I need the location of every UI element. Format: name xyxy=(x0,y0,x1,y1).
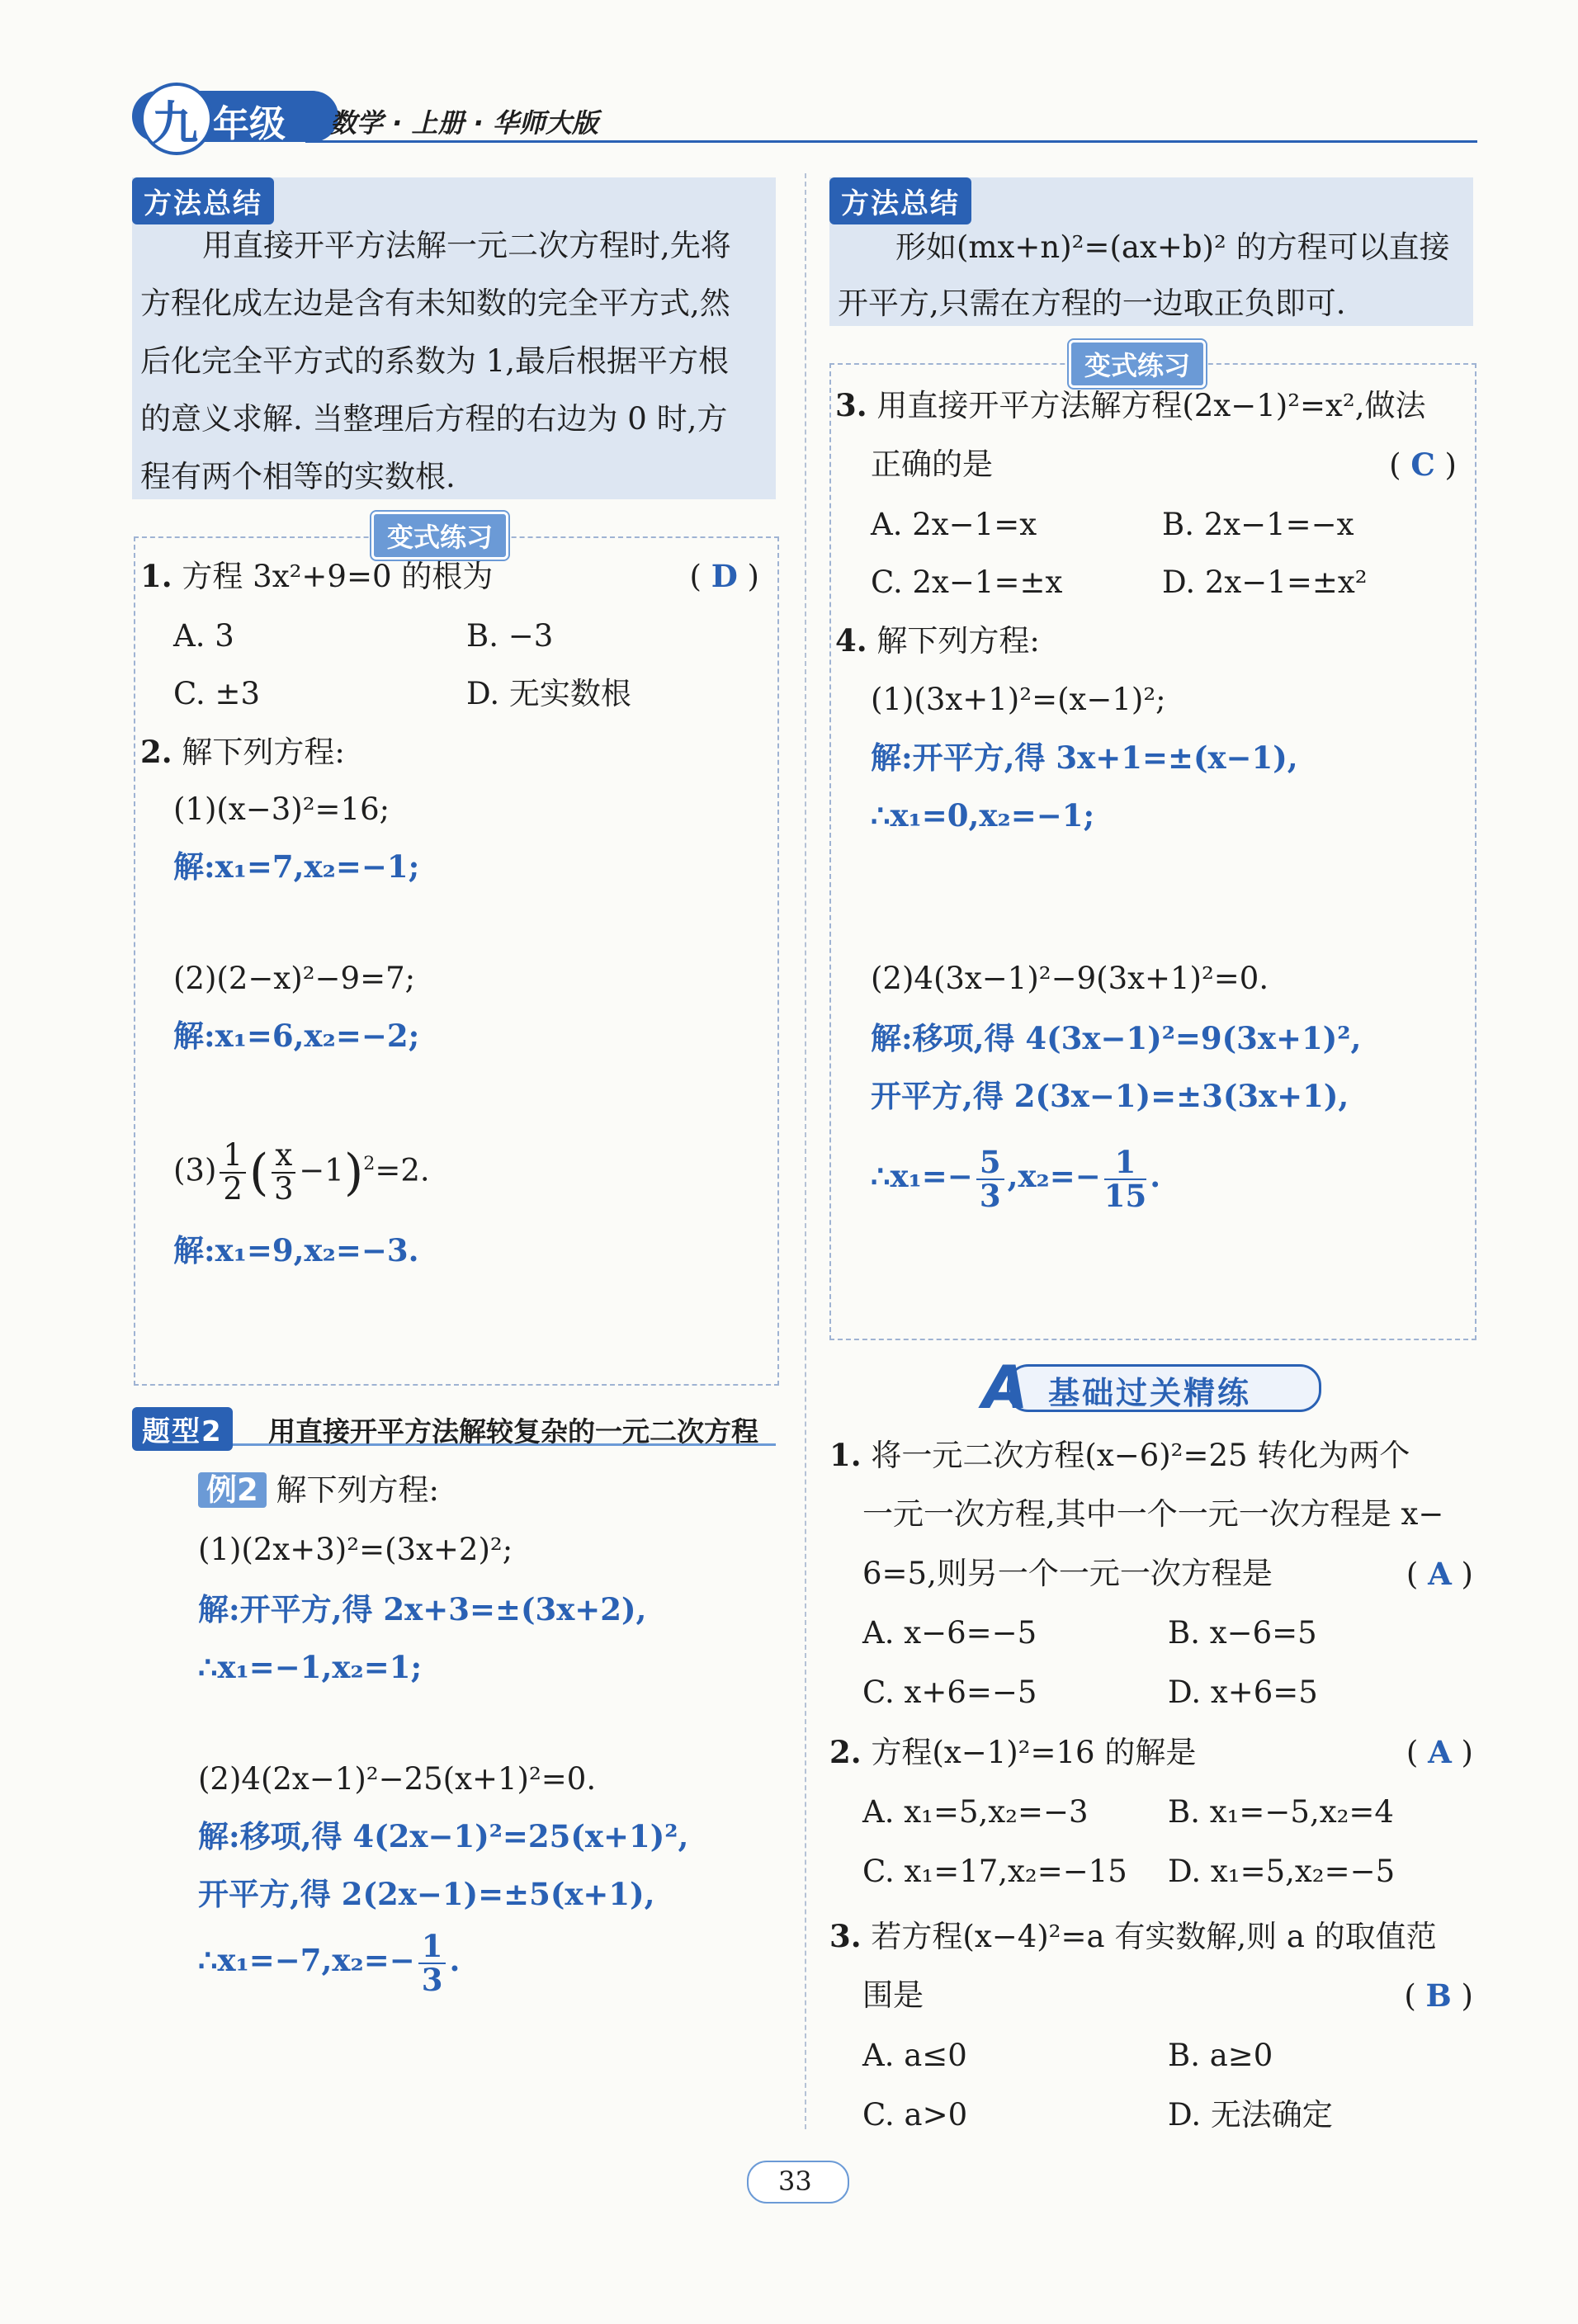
basic-question-2: 2. 方程(x−1)²=16 的解是 ( A ) xyxy=(829,1722,1473,1783)
question-number: 1. xyxy=(140,558,172,594)
grade-char: 九 xyxy=(152,97,198,151)
option-d: D. 2x−1=±x² xyxy=(1162,564,1368,600)
basic-question-1-line3: 6=5,则另一个一元一次方程是 ( A ) xyxy=(862,1544,1473,1604)
option-b: B. a≥0 xyxy=(1168,2038,1273,2073)
question-2 xyxy=(140,722,345,782)
question-number: 1. xyxy=(829,1437,862,1473)
fraction-half: $\frac{1}{2}$ xyxy=(220,1140,246,1206)
answer-4-2-line1: 解:移项,得 4(3x−1)²=9(3x+1)², xyxy=(871,1020,1362,1056)
option-a: A. a≤0 xyxy=(862,2038,967,2073)
method-line: 形如(mx+n)²=(ax+b)² 的方程可以直接 xyxy=(895,229,1450,265)
answer-2-3: 解:x₁=9,x₂=−3. xyxy=(173,1232,419,1268)
fraction-one-fifteenth: $\frac{1}{15}$ xyxy=(1103,1143,1147,1214)
option-d: D. 无实数根 xyxy=(466,676,631,711)
type-2-banner xyxy=(132,1407,784,1448)
type-2-title: 用直接开平方法解较复杂的一元二次方程 xyxy=(268,1415,758,1448)
section-a-title: 基础过关精练 xyxy=(1048,1375,1252,1411)
problem-2-3: (3) $\frac{1}{2}$ ( $\frac{x}{3}$ −1)$^2$=2. xyxy=(173,1136,430,1207)
option-a: A. x−6=−5 xyxy=(862,1615,1037,1651)
question-number: 4. xyxy=(835,622,867,659)
option-d: D. x₁=5,x₂=−5 xyxy=(1168,1854,1396,1889)
option-c: C. 2x−1=±x xyxy=(871,564,1063,600)
example-answer-2-line3: ∴x₁=−7,x₂=− $\frac{1}{3}$ . xyxy=(198,1927,461,1998)
method-line: 程有两个相等的实数根. xyxy=(140,459,456,494)
example-answer-1-line1: 解:开平方,得 2x+3=±(3x+2), xyxy=(198,1591,647,1627)
method-line: 方程化成左边是含有未知数的完全平方式,然 xyxy=(140,286,730,321)
method-summary-left xyxy=(132,177,776,499)
option-b: B. x₁=−5,x₂=4 xyxy=(1168,1794,1394,1830)
option-c: C. x+6=−5 xyxy=(862,1675,1037,1710)
answer-2-2: 解:x₁=6,x₂=−2; xyxy=(173,1018,420,1054)
option-c: C. ±3 xyxy=(173,676,261,711)
question-stem: 用直接开平方法解方程(2x−1)²=x²,做法 xyxy=(876,388,1426,423)
variation-tag: 变式练习 xyxy=(1069,340,1206,388)
option-c: C. a>0 xyxy=(862,2097,968,2133)
question-1 xyxy=(140,546,768,607)
type-2-tag: 题型2 xyxy=(132,1407,233,1451)
option-c: C. x₁=17,x₂=−15 xyxy=(862,1854,1127,1889)
question-number: 2. xyxy=(140,734,172,770)
problem-2-2: (2)(2−x)²−9=7; xyxy=(173,961,416,996)
problem-2-1: (1)(x−3)²=16; xyxy=(173,791,390,827)
section-a-letter: A xyxy=(982,1353,1028,1422)
fraction-x-over-3: $\frac{x}{3}$ xyxy=(272,1140,295,1206)
example-answer-1-line2: ∴x₁=−1,x₂=1; xyxy=(198,1649,423,1685)
question-stem: 方程 3x²+9=0 的根为 xyxy=(182,559,494,594)
fraction-five-thirds: $\frac{5}{3}$ xyxy=(976,1146,1004,1212)
question-3 xyxy=(835,376,1426,436)
option-d: D. x+6=5 xyxy=(1168,1675,1318,1710)
option-b: B. x−6=5 xyxy=(1168,1615,1317,1651)
question-4 xyxy=(835,611,1040,671)
answer-bracket: ( A ) xyxy=(1406,1734,1473,1770)
question-number: 3. xyxy=(835,387,867,423)
example-problem-2: (2)4(2x−1)²−25(x+1)²=0. xyxy=(198,1761,597,1797)
example-2 xyxy=(198,1461,439,1520)
column-divider xyxy=(805,173,806,2129)
header-rule xyxy=(305,140,1477,143)
method-tag: 方法总结 xyxy=(829,177,971,224)
question-number: 3. xyxy=(829,1918,862,1954)
example-stem: 解下列方程: xyxy=(276,1472,439,1508)
problem-4-2: (2)4(3x−1)²−9(3x+1)²=0. xyxy=(871,961,1269,996)
method-line: 后化完全平方式的系数为 1,最后根据平方根 xyxy=(140,343,730,379)
method-line: 的意义求解. 当整理后方程的右边为 0 时,方 xyxy=(140,401,728,437)
question-number: 2. xyxy=(829,1734,862,1770)
method-summary-right xyxy=(829,177,1473,326)
answer-bracket: ( D ) xyxy=(689,558,759,594)
grade-rest: 年级 xyxy=(213,103,286,145)
option-a: A. x₁=5,x₂=−3 xyxy=(862,1794,1089,1830)
example-tag: 例2 xyxy=(198,1472,267,1508)
fraction-one-third: $\frac{1}{3}$ xyxy=(418,1930,446,1996)
option-b: B. 2x−1=−x xyxy=(1162,507,1354,542)
basic-question-1: 1. 将一元二次方程(x−6)²=25 转化为两个 xyxy=(829,1437,1410,1473)
section-a-banner xyxy=(982,1353,1329,1422)
answer-4-1-line1: 解:开平方,得 3x+1=±(x−1), xyxy=(871,739,1298,776)
question-stem: 解下列方程: xyxy=(876,623,1040,659)
option-d: D. 无法确定 xyxy=(1168,2097,1333,2133)
basic-question-3: 3. 若方程(x−4)²=a 有实数解,则 a 的取值范 xyxy=(829,1918,1437,1954)
example-problem-1: (1)(2x+3)²=(3x+2)²; xyxy=(198,1532,513,1567)
answer-4-2-line2: 开平方,得 2(3x−1)=±3(3x+1), xyxy=(871,1078,1349,1114)
example-answer-2-line2: 开平方,得 2(2x−1)=±5(x+1), xyxy=(198,1876,655,1912)
page-number: 33 xyxy=(778,2166,812,2197)
answer-4-1-line2: ∴x₁=0,x₂=−1; xyxy=(871,797,1095,834)
answer-4-2-line3: ∴x₁=− $\frac{5}{3}$ ,x₂=− $\frac{1}{15}$ . xyxy=(871,1143,1161,1214)
method-line: 用直接开平方法解一元二次方程时,先将 xyxy=(202,228,731,263)
option-b: B. −3 xyxy=(466,618,554,654)
basic-question-1-line2: 一元一次方程,其中一个一元一次方程是 x− xyxy=(862,1496,1444,1532)
answer-bracket: ( C ) xyxy=(1389,446,1457,483)
method-line: 开平方,只需在方程的一边取正负即可. xyxy=(838,286,1346,321)
question-3-line2: 正确的是 ( C ) xyxy=(871,435,1465,494)
method-tag: 方法总结 xyxy=(132,177,274,224)
answer-bracket: ( B ) xyxy=(1404,1977,1473,2014)
book-subtitle: 数学 · 上册 · 华师大版 xyxy=(330,107,598,139)
basic-question-3-line2: 围是 ( B ) xyxy=(862,1966,1473,2025)
option-a: A. 3 xyxy=(173,618,234,654)
header xyxy=(124,83,1477,157)
answer-2-1: 解:x₁=7,x₂=−1; xyxy=(173,848,420,885)
example-answer-2-line1: 解:移项,得 4(2x−1)²=25(x+1)², xyxy=(198,1818,689,1854)
variation-tag: 变式练习 xyxy=(371,512,508,560)
problem-4-1: (1)(3x+1)²=(x−1)²; xyxy=(871,682,1166,717)
answer-bracket: ( A ) xyxy=(1406,1556,1473,1592)
option-a: A. 2x−1=x xyxy=(871,507,1037,542)
question-stem: 解下列方程: xyxy=(182,735,345,770)
